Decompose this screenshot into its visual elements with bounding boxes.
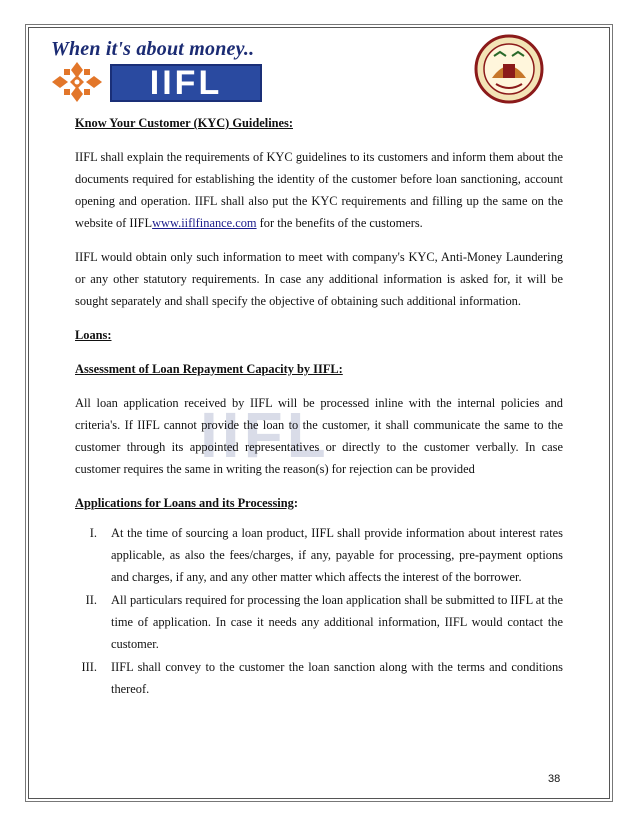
list-item xyxy=(75,522,563,588)
kyc-paragraph-1 xyxy=(75,146,563,234)
kyc-paragraph-2: IIFL would obtain only such information to meet with company's KYC, Anti-Money Laundering or any other statutory requirements. In case any additional information is asked for, it will be sought separately and shall specify the objective of obtaining such additional information. xyxy=(75,250,563,308)
document-body xyxy=(75,112,563,700)
kyc-text: IIFL shall explain the requirements of KYC guidelines to its customers and inform them about the documents required for establishing the identity of the customer before loan sanctioning, account opening and operation. IIFL shall also put the KYC requirements and filling up the same on the website of IIFL xyxy=(75,150,563,230)
applications-colon: : xyxy=(293,496,298,510)
list-item-number: III. xyxy=(81,660,97,674)
iifl-logo: IIFL xyxy=(110,64,262,102)
list-item-number: I. xyxy=(89,526,97,540)
header-tagline: When it's about money.. xyxy=(51,38,255,60)
university-seal-icon xyxy=(474,34,544,104)
list-item xyxy=(75,656,563,700)
applications-list xyxy=(75,522,563,700)
assessment-paragraph: All loan application received by IIFL will be processed inline with the internal policies and criteria's. If IIFL cannot provide the loan to the customer, it shall communicate the same to the customer through its appointed representatives or directly to the customer verbally. In case customer requires the same in writing the reason(s) for rejection can be provided xyxy=(75,396,563,476)
website-link[interactable]: www.iiflfinance.com xyxy=(152,216,257,230)
applications-heading-line xyxy=(75,492,563,514)
applications-heading: Applications for Loans and its Processing xyxy=(75,496,294,510)
loans-heading: Loans: xyxy=(75,328,112,342)
kyc-heading: Know Your Customer (KYC) Guidelines: xyxy=(75,116,293,130)
list-item-text: IIFL shall convey to the customer the loan sanction along with the terms and conditions thereof. xyxy=(111,660,563,696)
list-item xyxy=(75,589,563,655)
list-item-number: II. xyxy=(85,593,97,607)
page-number: 38 xyxy=(548,773,561,785)
list-item-text: At the time of sourcing a loan product, IIFL shall provide information about interest rates applicable, as also the fees/charges, if any, payable for processing, pre-payment options and charges, if any, and any other matter which affects the interest of the borrower. xyxy=(111,526,563,584)
list-item-text: All particulars required for processing the loan application shall be submitted to IIFL at the time of application. In case it needs any additional information, IIFL would contact the customer. xyxy=(111,593,563,651)
assessment-heading: Assessment of Loan Repayment Capacity by IIFL: xyxy=(75,362,343,376)
iifl-logo-mark-icon xyxy=(48,60,106,104)
kyc-text-end: for the benefits of the customers. xyxy=(256,216,423,230)
watermark: IIFL xyxy=(200,399,330,471)
